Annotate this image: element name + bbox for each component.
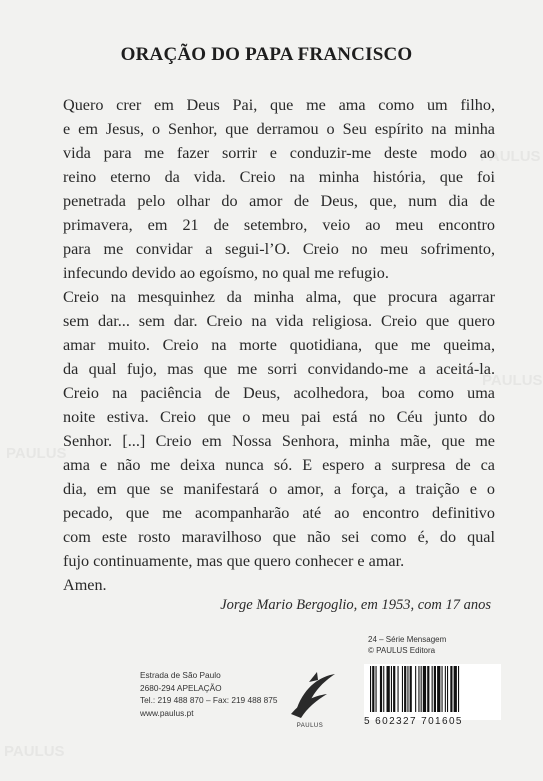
barcode-digits: 701605 [421,716,463,727]
barcode-bar [434,666,436,712]
prayer-line: amar muito. Creio na morte quotidiana, que me queima, [63,336,495,354]
phone-fax: Tel.: 219 488 870 – Fax: 219 488 875 [140,695,278,705]
prayer-line: Creio na paciência de Deus, acolhedora, boa como uma [63,384,495,402]
website: www.paulus.pt [140,707,194,718]
barcode-bar [427,666,429,712]
barcode-bar [383,666,384,712]
prayer-line: Creio na mesquinhez da minha alma, que procura agarrar [63,288,495,306]
barcode-bar [410,666,412,712]
watermark: PAULUS [4,743,65,760]
barcode-bar [442,666,443,712]
series-info [368,634,446,656]
barcode-number [364,716,505,727]
page-title: ORAÇÃO DO PAPA FRANCISCO [120,44,413,65]
barcode-bar [372,666,374,712]
barcode-bars [368,666,498,714]
prayer-line: infecundo devido ao egoísmo, no qual me refugio. [63,264,389,282]
prayer-line: fujo continuamente, mas que quero conhecer e amar. [63,552,405,570]
watermark: PAULUS [6,445,67,462]
barcode-bar [387,666,390,712]
barcode-bar [376,666,377,712]
barcode [364,664,501,720]
logo-text: PAULUS [296,723,324,729]
barcode-bar [398,666,399,712]
barcode-bar [437,666,440,712]
prayer-line: Senhor. [...] Creio em Nossa Senhora, minha mãe, que me [63,432,495,450]
prayer-line: pecado, que me acompanharão até ao encontro definitivo [63,504,495,522]
barcode-bar [393,666,395,712]
barcode-bar [380,666,382,712]
watermark: PAULUS [482,372,543,389]
address-line: Estrada de São Paulo [140,670,221,680]
address-line: 2680-294 APELAÇÃO [140,682,222,693]
barcode-bar [407,666,408,712]
prayer-line: e em Jesus, o Senhor, que derramou o Seu espírito na minha [63,120,495,138]
paulus-logo-icon [287,668,339,724]
barcode-bar [415,666,416,712]
prayer-line: da qual fujo, mas que me sorri convidando-me a aceitá-la. [63,360,495,378]
barcode-bar [370,666,371,712]
barcode-bar [423,666,426,712]
barcode-bar [458,666,459,712]
prayer-line: dia, em que se manifestará o amor, a força, a traição e o [63,480,495,498]
barcode-bar [421,666,422,712]
prayer-line: reino eterno da vida. Creio na minha história, que foi [63,168,495,186]
prayer-text [63,93,495,597]
barcode-bar [454,666,457,712]
prayer-line: ama e não me deixa nunca só. E espero a surpresa de ca [63,456,495,474]
prayer-line: penetrada pelo olhar do amor de Deus, que, num dia de [63,192,495,210]
prayer-line: primavera, em 21 de setembro, veio ao meu encontro [63,216,495,234]
copyright-line: © PAULUS Editora [368,646,436,655]
barcode-bar [450,666,452,712]
barcode-bar [402,666,403,712]
prayer-line: noite estiva. Creio que o meu pai está no Céu junto do [63,408,495,426]
barcode-digit: 5 [364,716,371,727]
series-line: 24 – Série Mensagem [368,635,447,644]
barcode-digits: 602327 [375,716,417,727]
prayer-line: Amen. [63,576,107,594]
prayer-line: vida para me fazer sorrir e conduzir-me deste modo ao [63,144,495,162]
barcode-bar [432,666,433,712]
barcode-bar [418,666,419,712]
prayer-line: Quero crer em Deus Pai, que me ama como um filho, [63,96,495,114]
barcode-bar [445,666,446,712]
prayer-line: sem dar... sem dar. Creio na vida religiosa. Creio que quero [63,312,495,330]
barcode-bar [447,666,448,712]
barcode-bar [404,666,406,712]
signature: Jorge Mario Bergoglio, em 1953, com 17 anos [220,597,491,613]
prayer-line: com este rosto maravilhoso que não sei como é, do qual [63,528,495,546]
watermark: PAULUS [480,148,541,165]
prayer-line: para me convidar a segui-l’O. Creio no meu sofrimento, [63,240,495,258]
publisher-address [140,669,277,719]
barcode-bar [391,666,392,712]
